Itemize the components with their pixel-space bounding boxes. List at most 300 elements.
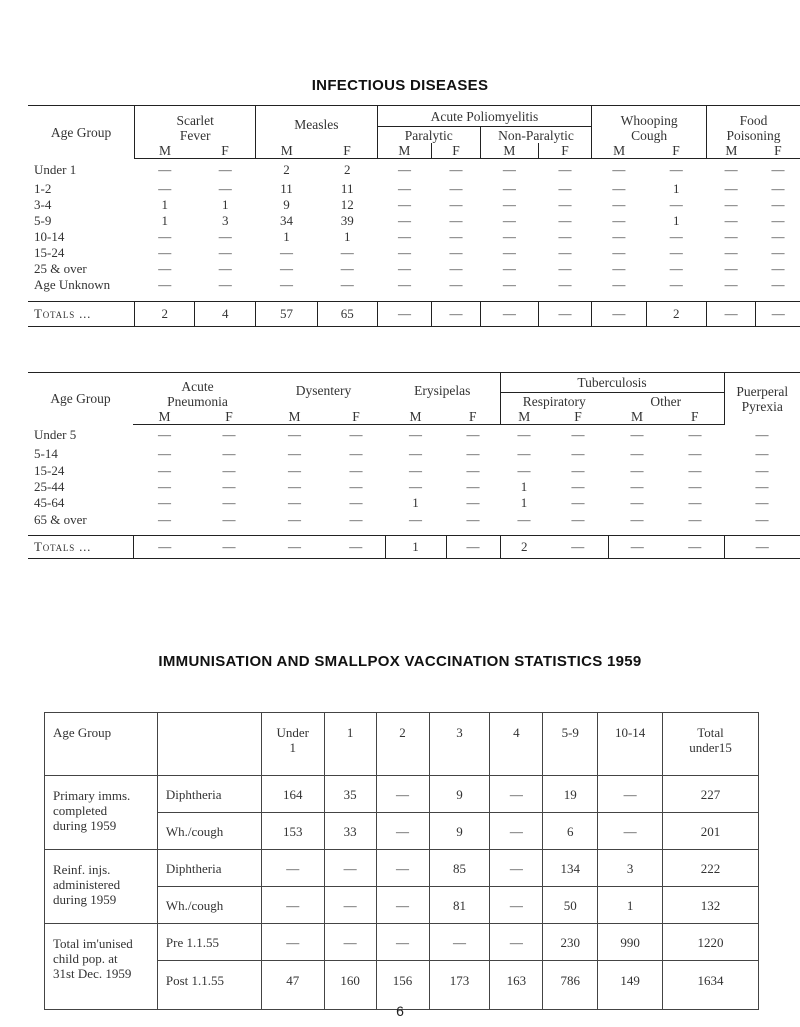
total-cell: 2 <box>135 301 195 326</box>
age-group-label: 1-2 <box>34 180 52 196</box>
under-1-header: Under 1 <box>261 713 324 776</box>
section-label <box>45 776 158 850</box>
sex-m: M <box>133 409 196 425</box>
value-cell: — <box>755 511 769 527</box>
value-cell: — <box>449 245 463 261</box>
sex-m: M <box>262 409 327 425</box>
value-cell: — <box>218 261 232 277</box>
value-cell: — <box>502 228 516 244</box>
total-cell: — <box>377 301 432 326</box>
sex-f: F <box>666 409 724 425</box>
value-cell: 1 <box>343 228 351 244</box>
value-cell: 1 <box>673 180 680 196</box>
section-label-line: completed <box>53 803 108 818</box>
data-row <box>28 181 800 197</box>
value-cell: — <box>409 462 422 478</box>
section-label-line: 31st Dec. 1959 <box>53 966 132 981</box>
value-cell: — <box>558 261 572 277</box>
table2-body <box>28 424 800 528</box>
page-title: INFECTIOUS DISEASES <box>311 77 489 94</box>
value-cell: — <box>630 495 644 511</box>
value-cell: — <box>612 277 626 293</box>
value-cell: — <box>771 245 785 261</box>
sex-f: F <box>548 409 608 425</box>
value-cell: 1 <box>520 479 528 495</box>
value-cell: — <box>688 427 702 443</box>
data-row <box>28 261 800 277</box>
acute-poliomyelitis-header: Acute Poliomyelitis <box>377 106 592 127</box>
sex-m: M <box>135 143 195 159</box>
value-cell: — <box>558 180 572 196</box>
sex-f: F <box>646 143 706 159</box>
tuberculosis-header: Tuberculosis <box>500 373 724 393</box>
value-cell: — <box>571 511 585 527</box>
age-group-label: Under 5 <box>34 427 77 443</box>
section-label <box>45 924 158 1010</box>
value-cell: — <box>429 924 490 961</box>
value-cell: — <box>397 228 411 244</box>
value-cell: 1 <box>161 196 168 212</box>
vaccine-type-label: Diphtheria <box>157 776 261 813</box>
value-cell: — <box>409 427 422 443</box>
value-cell: — <box>158 462 171 478</box>
immunisation-row <box>45 924 759 961</box>
sex-m: M <box>480 143 538 159</box>
value-cell: — <box>755 462 769 478</box>
age-group-label: 25 & over <box>34 261 87 277</box>
value-cell: 173 <box>429 961 490 1010</box>
value-cell: — <box>158 228 172 244</box>
measles-header: Measles <box>256 106 377 143</box>
value-cell: — <box>612 212 626 228</box>
sex-f: F <box>432 143 481 159</box>
section-label-line: during 1959 <box>53 818 117 833</box>
respiratory-header: Respiratory <box>500 393 608 409</box>
value-cell: — <box>449 228 463 244</box>
value-cell: — <box>340 261 354 277</box>
value-cell: — <box>158 161 172 177</box>
value-cell: — <box>490 887 543 924</box>
data-row <box>28 495 800 511</box>
age-group-label: 15-24 <box>34 462 65 478</box>
value-cell: 47 <box>261 961 324 1010</box>
age-group-header: Age Group <box>45 713 158 776</box>
value-cell: — <box>724 245 738 261</box>
value-cell: — <box>449 261 463 277</box>
age-group-header: Age Group <box>28 106 135 159</box>
value-cell: — <box>771 261 785 277</box>
value-cell: — <box>630 462 644 478</box>
immunisation-table <box>44 712 759 1010</box>
sex-m: M <box>377 143 432 159</box>
value-cell: — <box>288 479 301 495</box>
data-row <box>28 424 800 446</box>
value-cell: — <box>598 776 663 813</box>
value-cell: — <box>724 228 738 244</box>
value-cell: — <box>218 161 232 177</box>
value-cell: — <box>724 277 738 293</box>
sex-m: M <box>592 143 646 159</box>
vaccine-type-label: Wh./cough <box>157 887 261 924</box>
data-row <box>28 229 800 245</box>
value-cell: 33 <box>324 813 376 850</box>
sex-f: F <box>195 143 256 159</box>
value-cell: 786 <box>543 961 598 1010</box>
value-cell: — <box>502 245 516 261</box>
value-cell: — <box>612 245 626 261</box>
value-cell: — <box>466 495 480 511</box>
non-paralytic-header: Non-Paralytic <box>480 127 591 143</box>
value-cell: — <box>349 511 363 527</box>
infectious-diseases-table-1 <box>28 105 800 327</box>
value-cell: — <box>349 427 363 443</box>
value-cell: — <box>397 277 411 293</box>
total-cell: — <box>666 536 724 559</box>
value-cell: 39 <box>340 212 354 228</box>
value-cell: — <box>612 196 626 212</box>
value-cell: — <box>261 887 324 924</box>
value-cell: — <box>558 277 572 293</box>
totals-row <box>28 536 800 559</box>
value-cell: — <box>158 261 172 277</box>
vaccine-type-label: Pre 1.1.55 <box>157 924 261 961</box>
sex-m: M <box>706 143 755 159</box>
immunisation-title: IMMUNISATION AND SMALLPOX VACCINATION STATISTICS 1959 <box>158 653 642 670</box>
value-cell: — <box>376 813 429 850</box>
section-label-line: administered <box>53 877 121 892</box>
value-cell: — <box>218 277 232 293</box>
value-cell: 156 <box>376 961 429 1010</box>
value-cell: — <box>502 261 516 277</box>
value-cell: 9 <box>283 196 290 212</box>
totals-row <box>28 301 800 326</box>
value-cell: — <box>466 427 480 443</box>
value-cell: — <box>449 212 463 228</box>
value-cell: — <box>158 495 171 511</box>
value-cell: 9 <box>429 776 490 813</box>
value-cell: 3 <box>221 212 229 228</box>
value-cell: — <box>502 277 516 293</box>
age-group-label: Under 1 <box>34 161 77 177</box>
value-cell: 222 <box>663 850 759 887</box>
value-cell: — <box>502 212 516 228</box>
age-2-header: 2 <box>376 713 429 776</box>
value-cell: — <box>688 446 702 462</box>
value-cell: — <box>669 277 683 293</box>
sex-f: F <box>327 409 385 425</box>
value-cell: — <box>571 462 585 478</box>
value-cell: — <box>288 446 301 462</box>
value-cell: — <box>324 887 376 924</box>
value-cell: — <box>222 427 236 443</box>
value-cell: 201 <box>663 813 759 850</box>
value-cell: — <box>158 277 172 293</box>
data-row <box>28 511 800 527</box>
value-cell: — <box>376 850 429 887</box>
total-cell: 2 <box>500 536 548 559</box>
value-cell: — <box>279 245 293 261</box>
value-cell: — <box>158 427 171 443</box>
value-cell: — <box>397 212 411 228</box>
acute-pneumonia-header: Acute Pneumonia <box>133 373 262 409</box>
total-cell: — <box>592 301 646 326</box>
data-row <box>28 213 800 229</box>
value-cell: — <box>409 479 422 495</box>
value-cell: — <box>466 462 480 478</box>
value-cell: — <box>376 776 429 813</box>
food-poisoning-header: Food Poisoning <box>706 106 800 143</box>
value-cell: — <box>349 495 363 511</box>
value-cell: 163 <box>490 961 543 1010</box>
value-cell: — <box>571 427 585 443</box>
data-row <box>28 277 800 293</box>
data-row <box>28 197 800 213</box>
value-cell: 149 <box>598 961 663 1010</box>
value-cell: — <box>502 161 516 177</box>
value-cell: — <box>158 479 171 495</box>
age-3-header: 3 <box>429 713 490 776</box>
total-cell: — <box>706 301 755 326</box>
value-cell: — <box>222 462 236 478</box>
section-label-line: Total im'unised <box>53 936 133 951</box>
value-cell: 227 <box>663 776 759 813</box>
value-cell: — <box>669 196 683 212</box>
value-cell: — <box>612 261 626 277</box>
value-cell: — <box>397 180 411 196</box>
value-cell: — <box>222 479 236 495</box>
value-cell: 1 <box>221 196 229 212</box>
sex-f: F <box>756 143 800 159</box>
vaccine-type-label: Diphtheria <box>157 850 261 887</box>
section-label-line: Reinf. injs. <box>53 862 111 877</box>
age-4-header: 4 <box>490 713 543 776</box>
value-cell: — <box>218 245 232 261</box>
immunisation-body <box>45 776 759 1010</box>
value-cell: — <box>222 511 236 527</box>
section-label <box>45 850 158 924</box>
value-cell: — <box>688 511 702 527</box>
data-row <box>28 159 800 181</box>
value-cell: — <box>517 446 531 462</box>
value-cell: — <box>612 180 626 196</box>
value-cell: — <box>158 245 172 261</box>
value-cell: 1220 <box>663 924 759 961</box>
value-cell: — <box>288 462 301 478</box>
total-cell: — <box>262 536 327 559</box>
value-cell: — <box>218 228 232 244</box>
value-cell: — <box>261 850 324 887</box>
value-cell: — <box>771 277 785 293</box>
value-cell: 1 <box>412 495 419 511</box>
value-cell: — <box>771 161 785 177</box>
vaccine-type-label: Post 1.1.55 <box>157 961 261 1010</box>
value-cell: 1 <box>161 212 168 228</box>
age-group-label: Age Unknown <box>34 277 111 293</box>
sex-f: F <box>446 409 500 425</box>
total-cell: — <box>196 536 262 559</box>
immunisation-row <box>45 776 759 813</box>
sex-m: M <box>608 409 666 425</box>
value-cell: 3 <box>598 850 663 887</box>
sex-f: F <box>317 143 377 159</box>
value-cell: 2 <box>283 161 290 177</box>
value-cell: 81 <box>429 887 490 924</box>
total-cell: — <box>133 536 196 559</box>
value-cell: 990 <box>598 924 663 961</box>
age-1-header: 1 <box>324 713 376 776</box>
value-cell: — <box>449 196 463 212</box>
value-cell: — <box>755 479 769 495</box>
value-cell: — <box>349 462 363 478</box>
value-cell: — <box>449 161 463 177</box>
value-cell: 1 <box>520 495 528 511</box>
value-cell: — <box>466 511 480 527</box>
value-cell: — <box>376 887 429 924</box>
value-cell: — <box>558 161 572 177</box>
age-10-14-header: 10-14 <box>598 713 663 776</box>
value-cell: — <box>771 196 785 212</box>
total-cell: 57 <box>256 301 318 326</box>
value-cell: — <box>688 495 702 511</box>
value-cell: 9 <box>429 813 490 850</box>
value-cell: — <box>222 495 236 511</box>
value-cell: 1 <box>598 887 663 924</box>
value-cell: — <box>669 228 683 244</box>
total-cell: 2 <box>646 301 706 326</box>
age-group-label: 5-14 <box>34 446 58 462</box>
value-cell: — <box>755 495 769 511</box>
data-row <box>28 245 800 261</box>
sex-m: M <box>256 143 318 159</box>
value-cell: — <box>490 924 543 961</box>
value-cell: 85 <box>429 850 490 887</box>
value-cell: — <box>502 196 516 212</box>
value-cell: — <box>517 427 531 443</box>
total-cell: — <box>608 536 666 559</box>
value-cell: — <box>771 212 785 228</box>
age-group-label: 65 & over <box>34 511 87 527</box>
value-cell: — <box>466 446 480 462</box>
value-cell: 19 <box>543 776 598 813</box>
value-cell: — <box>158 511 171 527</box>
value-cell: — <box>466 479 480 495</box>
value-cell: — <box>598 813 663 850</box>
sex-m: M <box>500 409 548 425</box>
value-cell: — <box>397 161 411 177</box>
scarlet-fever-header: Scarlet Fever <box>135 106 256 143</box>
value-cell: — <box>669 245 683 261</box>
whooping-cough-header: Whooping Cough <box>592 106 707 143</box>
value-cell: — <box>222 446 236 462</box>
value-cell: — <box>669 261 683 277</box>
value-cell: 34 <box>279 212 293 228</box>
value-cell: — <box>724 180 738 196</box>
total-cell: — <box>756 301 800 326</box>
value-cell: — <box>724 161 738 177</box>
value-cell: — <box>558 212 572 228</box>
type-header <box>157 713 261 776</box>
total-cell: 65 <box>317 301 377 326</box>
value-cell: — <box>279 261 293 277</box>
data-row <box>28 479 800 495</box>
value-cell: — <box>279 277 293 293</box>
value-cell: — <box>409 511 422 527</box>
value-cell: — <box>490 850 543 887</box>
section-label-line: Primary imms. <box>53 788 131 803</box>
total-cell: — <box>548 536 608 559</box>
dysentery-header: Dysentery <box>262 373 385 409</box>
value-cell: — <box>571 495 585 511</box>
value-cell: — <box>755 446 769 462</box>
page-number: 6 <box>396 1003 404 1019</box>
value-cell: — <box>288 511 301 527</box>
value-cell: — <box>630 427 644 443</box>
infectious-diseases-table-2 <box>28 372 800 559</box>
value-cell: 132 <box>663 887 759 924</box>
value-cell: 1 <box>673 212 680 228</box>
total-cell: — <box>432 301 481 326</box>
value-cell: — <box>158 180 172 196</box>
erysipelas-header: Erysipelas <box>385 373 500 409</box>
age-group-label: 3-4 <box>34 196 52 212</box>
value-cell: — <box>409 446 422 462</box>
vaccine-type-label: Wh./cough <box>157 813 261 850</box>
totals-label: Totals ... <box>28 536 133 559</box>
value-cell: — <box>517 462 531 478</box>
value-cell: — <box>288 495 301 511</box>
value-cell: — <box>349 446 363 462</box>
value-cell: — <box>724 212 738 228</box>
value-cell: 230 <box>543 924 598 961</box>
value-cell: — <box>724 261 738 277</box>
value-cell: — <box>688 462 702 478</box>
value-cell: — <box>288 427 301 443</box>
paralytic-header: Paralytic <box>377 127 480 143</box>
value-cell: — <box>449 277 463 293</box>
value-cell: — <box>324 850 376 887</box>
data-row <box>28 446 800 462</box>
puerperal-pyrexia-header: Puerperal Pyrexia <box>724 373 800 425</box>
age-group-label: 15-24 <box>34 245 65 261</box>
other-header: Other <box>650 393 682 409</box>
table1-body <box>28 159 800 294</box>
value-cell: — <box>397 245 411 261</box>
value-cell: — <box>558 245 572 261</box>
value-cell: — <box>755 427 769 443</box>
sex-m: M <box>385 409 446 425</box>
sex-f: F <box>538 143 591 159</box>
value-cell: — <box>449 180 463 196</box>
total-cell: — <box>480 301 538 326</box>
value-cell: — <box>724 196 738 212</box>
value-cell: — <box>571 446 585 462</box>
value-cell: 134 <box>543 850 598 887</box>
value-cell: — <box>771 228 785 244</box>
age-group-label: 10-14 <box>34 228 65 244</box>
value-cell: — <box>340 245 354 261</box>
value-cell: — <box>612 161 626 177</box>
value-cell: — <box>340 277 354 293</box>
value-cell: — <box>376 924 429 961</box>
value-cell: — <box>397 261 411 277</box>
value-cell: 11 <box>280 180 293 196</box>
value-cell: — <box>517 511 531 527</box>
value-cell: — <box>558 196 572 212</box>
value-cell: — <box>688 479 702 495</box>
value-cell: 164 <box>261 776 324 813</box>
value-cell: 35 <box>324 776 376 813</box>
value-cell: 6 <box>543 813 598 850</box>
